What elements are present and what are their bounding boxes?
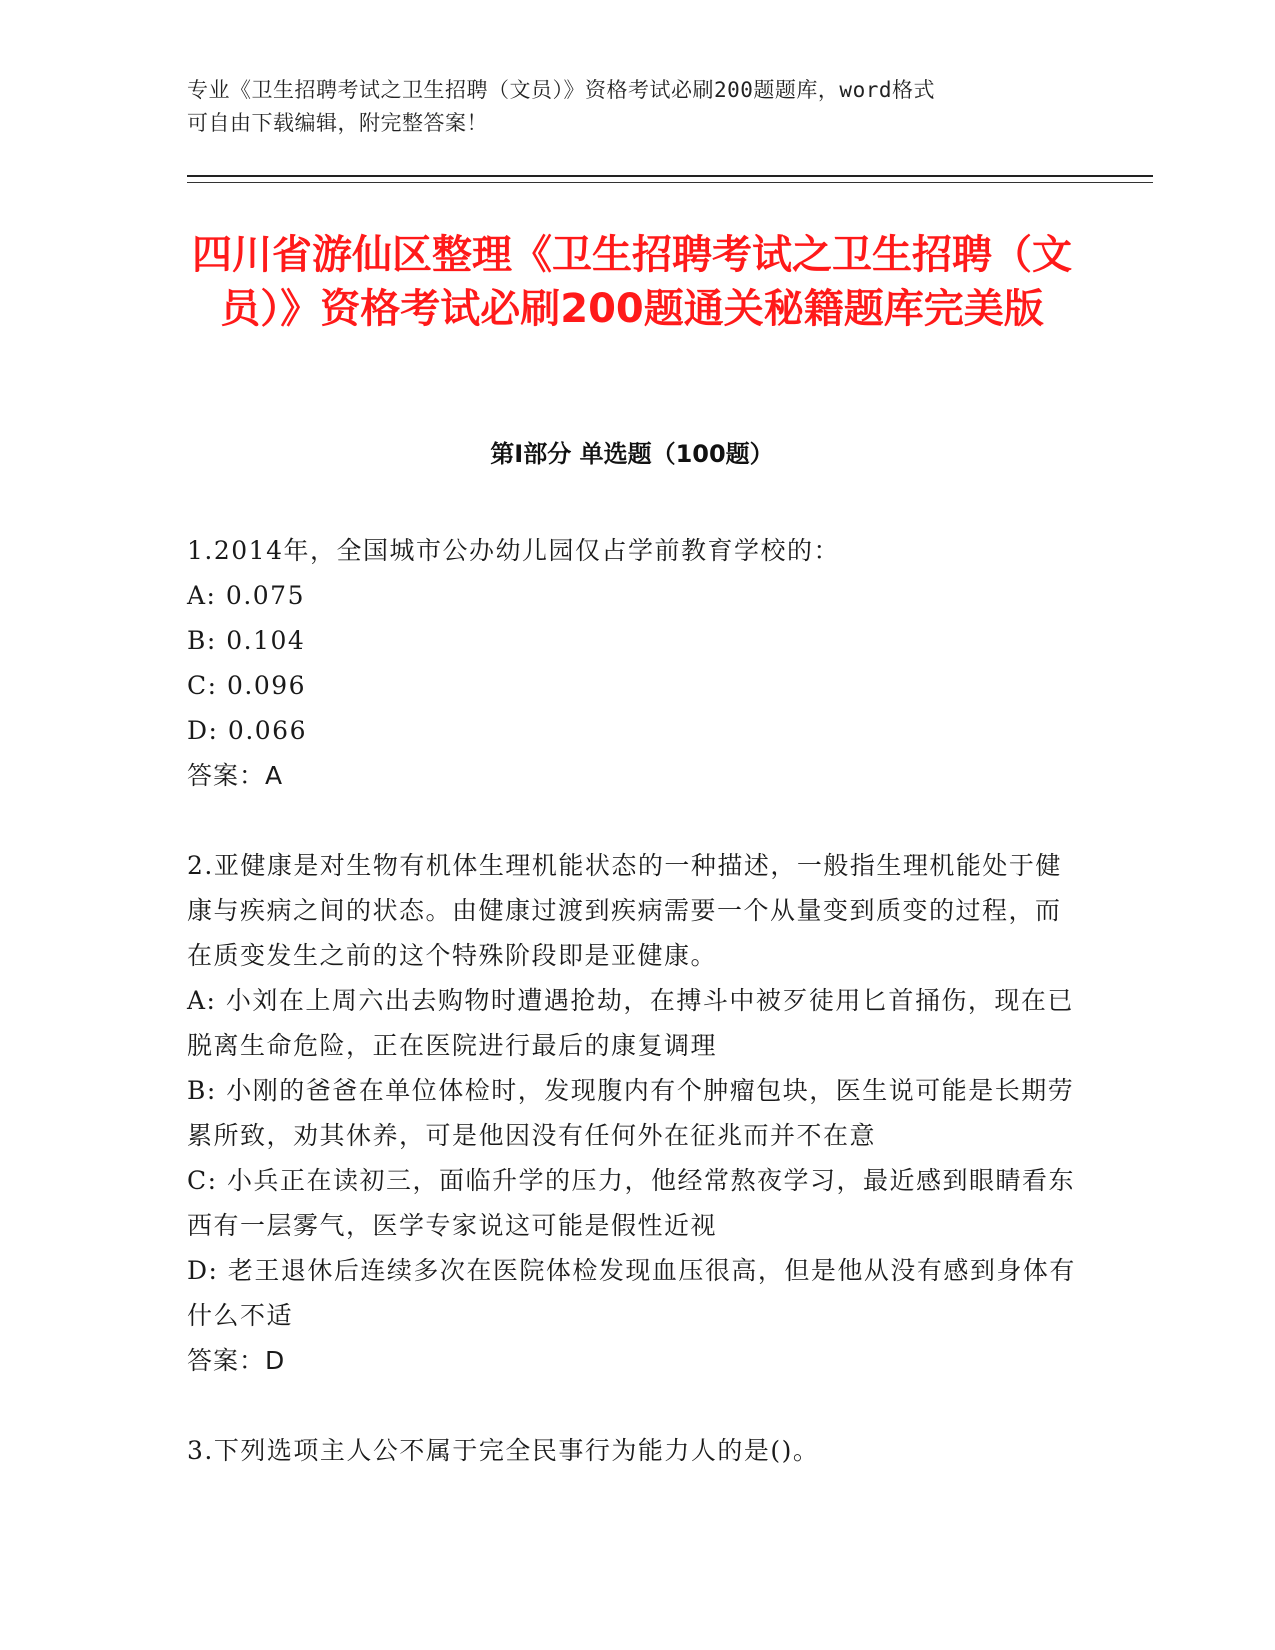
- question-spacer: [187, 1383, 1077, 1428]
- header-divider-thin: [187, 182, 1153, 183]
- question-stem: 1.2014年，全国城市公办幼儿园仅占学前教育学校的：: [187, 536, 840, 565]
- option-b: B: 小刚的爸爸在单位体检时，发现腹内有个肿瘤包块，医生说可能是长期劳累所致，劝其休养，可是他因没有任何外在征兆而并不在意: [187, 1076, 1075, 1150]
- option-a: A: 0.075: [187, 581, 305, 610]
- header-divider-thick: [187, 175, 1153, 177]
- header-note: [187, 74, 1067, 140]
- option-c: C: 小兵正在读初三，面临升学的压力，他经常熬夜学习，最近感到眼睛看东西有一层雾气，医学专家说这可能是假性近视: [187, 1166, 1076, 1240]
- header-note-line-1: 专业《卫生招聘考试之卫生招聘（文员）》资格考试必刷200题题库，word格式: [187, 78, 935, 102]
- question-list: [187, 528, 1077, 1473]
- answer: 答案：A: [187, 761, 284, 790]
- header-note-line-2: 可自由下载编辑，附完整答案！: [187, 111, 488, 135]
- question-stem: 3.下列选项主人公不属于完全民事行为能力人的是()。: [187, 1436, 820, 1465]
- question-3: [187, 1428, 1077, 1473]
- option-a: A: 小刘在上周六出去购物时遭遇抢劫，在搏斗中被歹徒用匕首捅伤，现在已脱离生命危险，正在医院进行最后的康复调理: [187, 986, 1074, 1060]
- option-d: D: 老王退休后连续多次在医院体检发现血压很高，但是他从没有感到身体有什么不适: [187, 1256, 1076, 1330]
- option-d: D: 0.066: [187, 716, 307, 745]
- question-spacer: [187, 798, 1077, 843]
- question-2: [187, 843, 1077, 1383]
- section-heading: 第Ⅰ部分 单选题（100题）: [490, 440, 774, 468]
- question-stem: 2.亚健康是对生物有机体生理机能状态的一种描述，一般指生理机能处于健康与疾病之间的状态。由健康过渡到疾病需要一个从量变到质变的过程，而在质变发生之前的这个特殊阶段即是亚健康。: [187, 851, 1062, 970]
- document-title: 四川省游仙区整理《卫生招聘考试之卫生招聘（文员）》资格考试必刷200题通关秘籍题库完美版: [192, 232, 1072, 332]
- option-c: C: 0.096: [187, 671, 307, 700]
- answer: 答案：D: [187, 1346, 286, 1375]
- option-b: B: 0.104: [187, 626, 306, 655]
- question-1: [187, 528, 1077, 798]
